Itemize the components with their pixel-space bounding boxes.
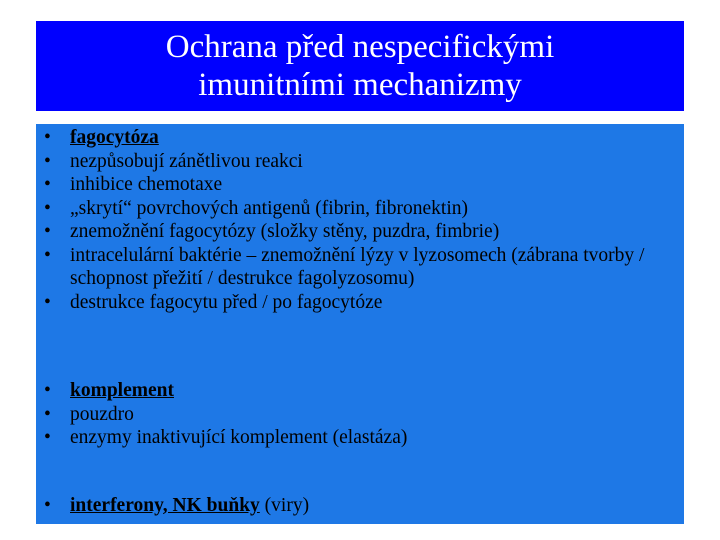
bullet-icon: • — [44, 495, 51, 516]
list-item — [36, 197, 684, 221]
list-item-text: destrukce fagocytu před / po fagocytóze — [70, 291, 383, 313]
bullet-icon: • — [44, 427, 51, 448]
complement-heading: komplement — [70, 380, 174, 401]
bullet-icon: • — [44, 174, 51, 195]
bullet-icon: • — [44, 403, 51, 425]
list-item-text: pouzdro — [70, 403, 134, 425]
complement-list — [36, 379, 684, 450]
bullet-icon: • — [44, 127, 51, 148]
list-item-text: enzymy inaktivující komplement (elastáza) — [70, 427, 408, 448]
bullet-icon: • — [44, 291, 51, 313]
list-item — [36, 173, 684, 197]
list-item — [36, 291, 684, 315]
interferons-heading: interferony, NK buňky — [70, 495, 260, 516]
list-item-text: znemožnění fagocytózy (složky stěny, puzdra, fimbrie) — [70, 221, 500, 242]
bullet-icon: • — [44, 380, 51, 401]
list-item-text: inhibice chemotaxe — [70, 174, 223, 195]
phagocytosis-heading: fagocytóza — [70, 127, 159, 148]
slide-title-line-2: imunitními mechanizmy — [198, 67, 522, 103]
interferons-list — [36, 494, 684, 518]
list-item-text: intracelulární baktérie – znemožnění lýzy v lyzosomech (zábrana tvorby / schopnost přežití / destrukce fagolyzosomu) — [70, 244, 645, 289]
bullet-icon: • — [44, 244, 51, 266]
bullet-icon: • — [44, 197, 51, 219]
bullet-icon: • — [44, 221, 51, 242]
slide-title-line-1: Ochrana před nespecifickými — [165, 29, 555, 65]
list-item — [36, 244, 684, 291]
list-item — [36, 403, 684, 427]
list-item-text: nezpůsobují zánětlivou reakci — [70, 150, 303, 172]
list-item — [36, 220, 684, 244]
phagocytosis-list — [36, 126, 684, 314]
list-item-phagocytosis-heading — [36, 126, 684, 150]
bullet-icon: • — [44, 150, 51, 172]
slide-body — [36, 124, 684, 524]
list-item-complement-heading — [36, 379, 684, 403]
list-item — [36, 150, 684, 174]
list-item — [36, 426, 684, 450]
list-item-text: „skrytí“ povrchových antigenů (fibrin, fibronektin) — [70, 197, 469, 219]
interferons-suffix: (viry) — [259, 495, 310, 516]
slide-title — [36, 21, 684, 111]
list-item-interferons — [36, 494, 684, 518]
